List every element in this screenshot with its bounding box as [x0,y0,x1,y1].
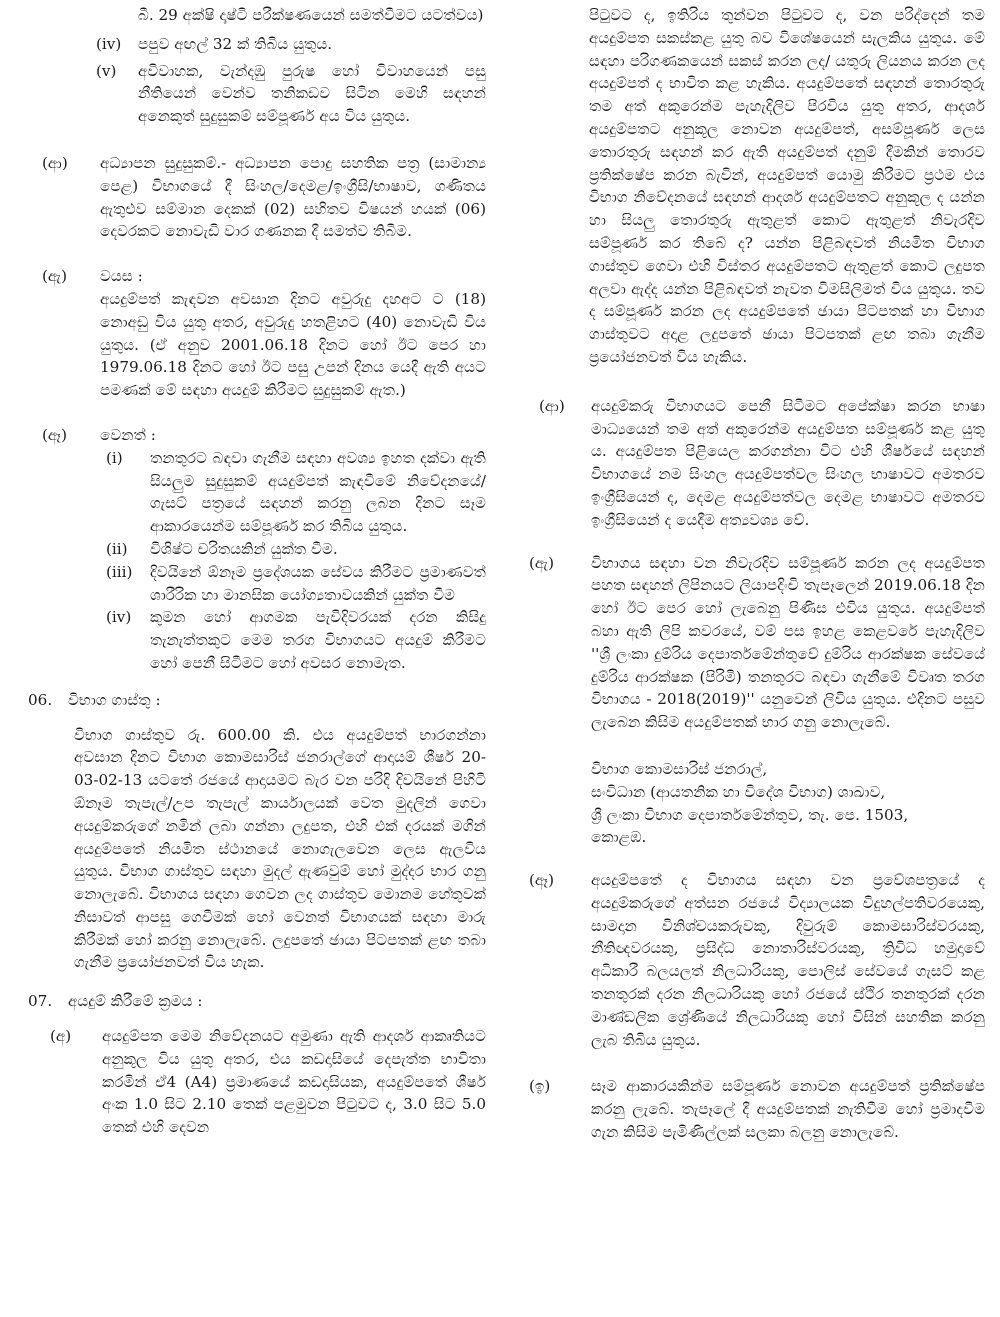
item-text: අවිවාහක, වැන්දඹු පුරුෂ හෝ විවාහයෙන් පසු නීතියෙන් වෙන්ව තනිකඩව සිටින මෙහි සඳහන් අනෙකුත් සුදුසුකම් සම්පූර්ණ අය විය යුතුය. [138,61,486,126]
submission-address [591,758,985,849]
item-marker: (i) [106,448,123,467]
address-line: ශ්‍රී ලංකා විභාග දෙපාර්තමේන්තුව, තැ. පෙ. 1503, [591,805,909,824]
list-item [106,538,486,561]
item-marker: (iii) [106,562,133,581]
list-item [106,561,486,607]
item-text: විශිෂ්ට චරිතයකින් යුක්ත වීම. [150,539,338,558]
application-method-b [539,395,985,532]
other-requirements [42,424,486,675]
item-marker: (ii) [106,539,128,558]
item-text: පපුව අඟල් 32 ක් තිබිය යුතුය. [138,34,333,53]
application-method-text: සෑම ආකාරයකින්ම සම්පූර්ණ නොවන අයදුම්පත් ප්‍රතික්ෂේප කරනු ලැබේ. තැපෑලේ දී අයදුම්පතක් නැතිවීම හෝ ප්‍රමාදවීම ගැන කිසිම පැමිණිල්ලක් සලකා බලනු නොලැබේ. [591,1077,985,1142]
age-section [42,265,486,402]
right-column [523,0,985,1144]
vision-requirement-tail: බී. 29 අක්ෂි දෘෂ්ටි පරීක්ෂණයෙන් සමත්වීමට යටත්වය) [138,6,484,24]
section-marker: (ආ) [539,396,565,415]
application-method-d [529,869,985,1051]
section-title: විභාග ගාස්තු : [68,690,161,709]
section-marker: (අ) [50,1027,72,1046]
other-title: වෙනත් : [100,425,156,444]
section-title: අයදුම් කිරීමේ ක්‍රමය : [68,992,203,1011]
section-number: 06. [28,690,53,709]
exam-fee-text: විභාග ගාස්තුව රු. 600.00 කි. එය අයදුම්පත් භාරගන්නා අවසාන දිනට විභාග කොමසාරිස් ජනරාල්ගේ ආදායම් ශීර්ෂ 20-03-02-13 යටතේ රජයේ ආදායමට බැර වන පරිදි දිවයිනේ පිහිටි ඕනෑම තැපැල්/උප තැපැල් කාර්යාලයක් වෙත මුදලින් ගෙවා අයදුම්කරුගේ නමින් ලබා ගන්නා ලදුපත, එහි එක් දරයක් මගින් අයදුම්පතේ නියමිත ස්ථානයේ නොගැලවෙන ලෙස ඇලවිය යුතුය. විභාග ගාස්තුව සඳහා මුදල් ඇණවුම් හෝ මුද්දර භාර ගනු නොලැබේ. විභාගය සඳහා ගෙවන ලද ගාස්තුව මොනම හේතුවක් නිසාවත් ආපසු ගෙවීමක් හෝ වෙනත් විභාගයක් සඳහා මාරු කිරීමක් හෝ කරනු නොලැබේ. ලදුපතේ ඡායා පිටපතක් ළඟ තබා ගැනීම ප්‍රයෝජනවත් විය හැක. [74,725,486,972]
section-marker: (ආ) [42,153,68,172]
section-marker: (ඉ) [529,1077,551,1096]
section-marker: (ඇ) [529,553,555,572]
application-method-continued: පිටුවට ද, ඉතිරිය තුන්වන පිටුවට ද, වන පරිද්දෙන් තම අයදුම්පත සකස්කළ යුතු බව විශේෂයෙන් සැලකිය යුතුය. මේ සඳහා පරිගණකයෙන් සකස් කරන ලද/ යතුරු ලියනය කරන ලද අයදුම්පත් ද භාවිත කළ හැකිය. අයදුම්පතේ සඳහන් තොරතුරු තම අත් අකුරෙන්ම පැහැදිලිව පිරවිය යුතු අතර, ආදර්ශ අයදුම්පතට අනුකූල නොවන අයදුම්පත්, අසම්පූර්ණ ලෙස තොරතුරු සඳහන් කර ඇති අයදුම්පත් දනුම් දීමකින් තොරව ප්‍රතික්ෂේප කරන බැවින්, අයදුම්පත් යොමු කිරීමට ප්‍රථම එය විභාග නිවේදනයේ සඳහන් ආදර්ශ අයදුම්පතට අනුකූල ද යන්න හා සියලු තොරතුරු ඇතුළත් කොට ඇතුළත් නිවැරදිව සම්පූර්ණ කර තිබේ ද? යන්න පිළිබඳවත් නියමිත විභාග ගාස්තුව ගෙවා එහි විස්තර අයදුම්පතට ඇතුළත් කොට ලදුපත අලවා ඇද්ද යන්න පිළිබඳවත් නැවත විමසිලිමත් විය යුතුය. තව ද සම්පූර්ණ කරන ලද අයදුම්පතේ ඡායා පිටපතක් හා විභාග ගාස්තුවට අදාළ ලදුපතේ ඡායා පිටපතක් ළඟ තබා ගැනීම ප්‍රයෝජනවත් විය හැකිය. [589,6,985,366]
address-line: කොළඹ. [591,828,647,847]
left-column [28,0,486,1139]
age-text: අයදුම්පත් කැඳවන අවසාන දිනට අවුරුදු දහඅට ට (18) නොඅඩු විය යුතු අතර, අවුරුදු හතළිහට (40) නොවැඩි විය යුතුය. (ඒ අනුව 2001.06.18 දිනට හෝ ඊට පෙර හා 1979.06.18 දිනට හෝ ඊට පසු උපන් දිනය යෙදී ඇති අයට පමණක් මේ සඳහා අයදුම් කිරීමට සුදුසුකම් ඇත.) [100,289,486,400]
list-item [106,606,486,674]
application-method-c [529,552,985,734]
section-marker: (ඈ) [529,871,555,890]
item-marker: (iv) [106,608,132,627]
list-item [96,33,486,56]
item-text: කුමන හෝ ආගමක පැවිදිවරයක් දරන කිසිදු තැනැත්තකුට මෙම තරග විභාගයට අයදුම් කිරීමට හෝ පෙනී සිටීමට හෝ අවසර නොමැත. [150,608,486,672]
application-method-e [529,1075,985,1143]
address-line: සංවිධාන (ආයතනික හා විදේශ විභාග) ශාඛාව, [591,782,886,801]
application-method-text: විභාගය සඳහා වන නිවැරදිව සම්පූර්ණ කරන ලද අයදුම්පත පහත සඳහන් ලිපිනයට ලියාපදිංචි තැපෑලෙන් 2019.06.18 දින හෝ ඊට පෙර හෝ ලැබෙනු පිණිස එවිය යුතුය. අයදුම්පත් බහා ඇති ලිපි කවරයේ, වම් පස ඉහළ කෙළවරේ පැහැදිලිව ''ශ්‍රී ලංකා දුම්රිය දෙපාර්තමේන්තුවේ දුම්රිය ආරක්ෂක සේවයේ දුම්රිය ආරක්ෂක (පිරිමි) තනතුරට බඳවා ගැනීමේ විවෘත තරග විභාගය - 2018(2019)'' යනුවෙන් ලිවිය යුතුය. එදිනට පසුව ලැබෙන කිසිම අයදුම්පතක් භාර ගනු නොලැබේ. [591,553,985,732]
education-qualification [42,152,486,243]
item-marker: (v) [96,61,117,80]
section-07-heading [28,990,486,1013]
item-text: දිවයිනේ ඕනෑම ප්‍රදේශයක සේවය කිරීමට ප්‍රමාණවත් ශාරීරික හා මානසික යෝග්‍යතාවයකින් යුක්ත වීම [150,562,486,604]
section-marker: (ඇ) [42,267,68,286]
application-method-text: අයදුම්කරු විභාගයට පෙනී සිටීමට අපේක්ෂා කරන භාෂා මාධ්‍යයෙන් තම අත් අකුරෙන්ම අයදුම්පත සම්පූර්ණ කළ යුතු ය. අයදුම්පත පිළියෙල කරගන්නා විට එහි ශීර්ෂයේ සඳහන් විභාගයේ නම සිංහල අයදුම්පත්වල සිංහල භාෂාවට අමතරව ඉංග්‍රීසියෙන් ද, දෙමළ අයදුම්පත්වල දෙමළ භාෂාවට අමතරව ඉංග්‍රීසියෙන් ද යෙදීම අත්‍යවශ්‍ය වේ. [591,396,985,529]
education-text: අධ්‍යාපන සුදුසුකම්.- අධ්‍යාපන පොදු සහතික පත්‍ර (සාමාන්‍ය පෙළ) විභාගයේ දී සිංහල/දෙමළ/ඉංග්‍රීසි/භාෂාව, ගණිතය ඇතුළුව සම්මාන දෙකක් (02) සහිතව විෂයන් හයක් (06) දෙවරකට නොවැඩි වාර ගණනක දී සමත්ව තිබීම. [100,153,486,241]
list-item [96,60,486,128]
item-marker: (iv) [96,34,122,53]
section-number: 07. [28,992,53,1011]
section-marker: (ඈ) [42,425,68,444]
list-item [106,447,486,538]
address-line: විභාග කොමසාරිස් ජනරාල්, [591,759,768,778]
item-text: තනතුරට බඳවා ගැනීම සඳහා අවශ්‍ය ඉහත දක්වා ඇති සියලුම සුදුසුකම් අයදුම්පත් කැඳවීමේ නිවේදනයේ/ගැසට් පත්‍රයේ සඳහන් කරනු ලබන දිනට සෑම ආකාරයෙන්ම සම්පූර්ණ කර තිබිය යුතුය. [150,448,486,536]
application-method-text: අයදුම්පතේ ද විභාගය සඳහා වන ප්‍රවේශපත්‍රයේ ද අයදුම්කරුගේ අත්සන රජයේ විද්‍යාලයක විදුහල්පතිවරයෙකු, සාමදාන විනිශ්චයකරුවකු, දිවුරුම් කොමසාරිස්වරයකු, නීතිඥවරයකු, ප්‍රසිද්ධ නොතාරිස්වරයකු, ත්‍රිවිධ හමුදාවේ අධිකාරී බලයලත් නිලධාරියකු, පොලිස් සේවයේ ගැසට් කළ තනතුරක් දරන නිලධාරියකු හෝ රජයේ ස්ථිර තනතුරක් දරන මාණ්ඩලික ශ්‍රේණියේ නිලධාරියකු හෝ විසින් සහතික කරනු ලැබ තිබිය යුතුය. [591,871,985,1049]
section-06-heading [28,689,486,712]
application-method-text: අයදුම්පත මෙම නිවේදනයට අමුණා ඇති ආදර්ශ ආකෘතියට අනුකූල විය යුතු අතර, එය කඩදාසියේ දෙපැත්ත භාවිතා කරමින් ඒ4 (A4) ප්‍රමාණයේ කඩදාසියක, අයදුම්පතේ ශීර්ෂ අංක 1.0 සිට 2.10 තෙක් පළමුවන පිටුවට ද, 3.0 සිට 5.0 තෙක් එහි දෙවන [102,1027,486,1137]
age-title: වයස : [100,267,143,286]
application-method-a [50,1025,486,1139]
